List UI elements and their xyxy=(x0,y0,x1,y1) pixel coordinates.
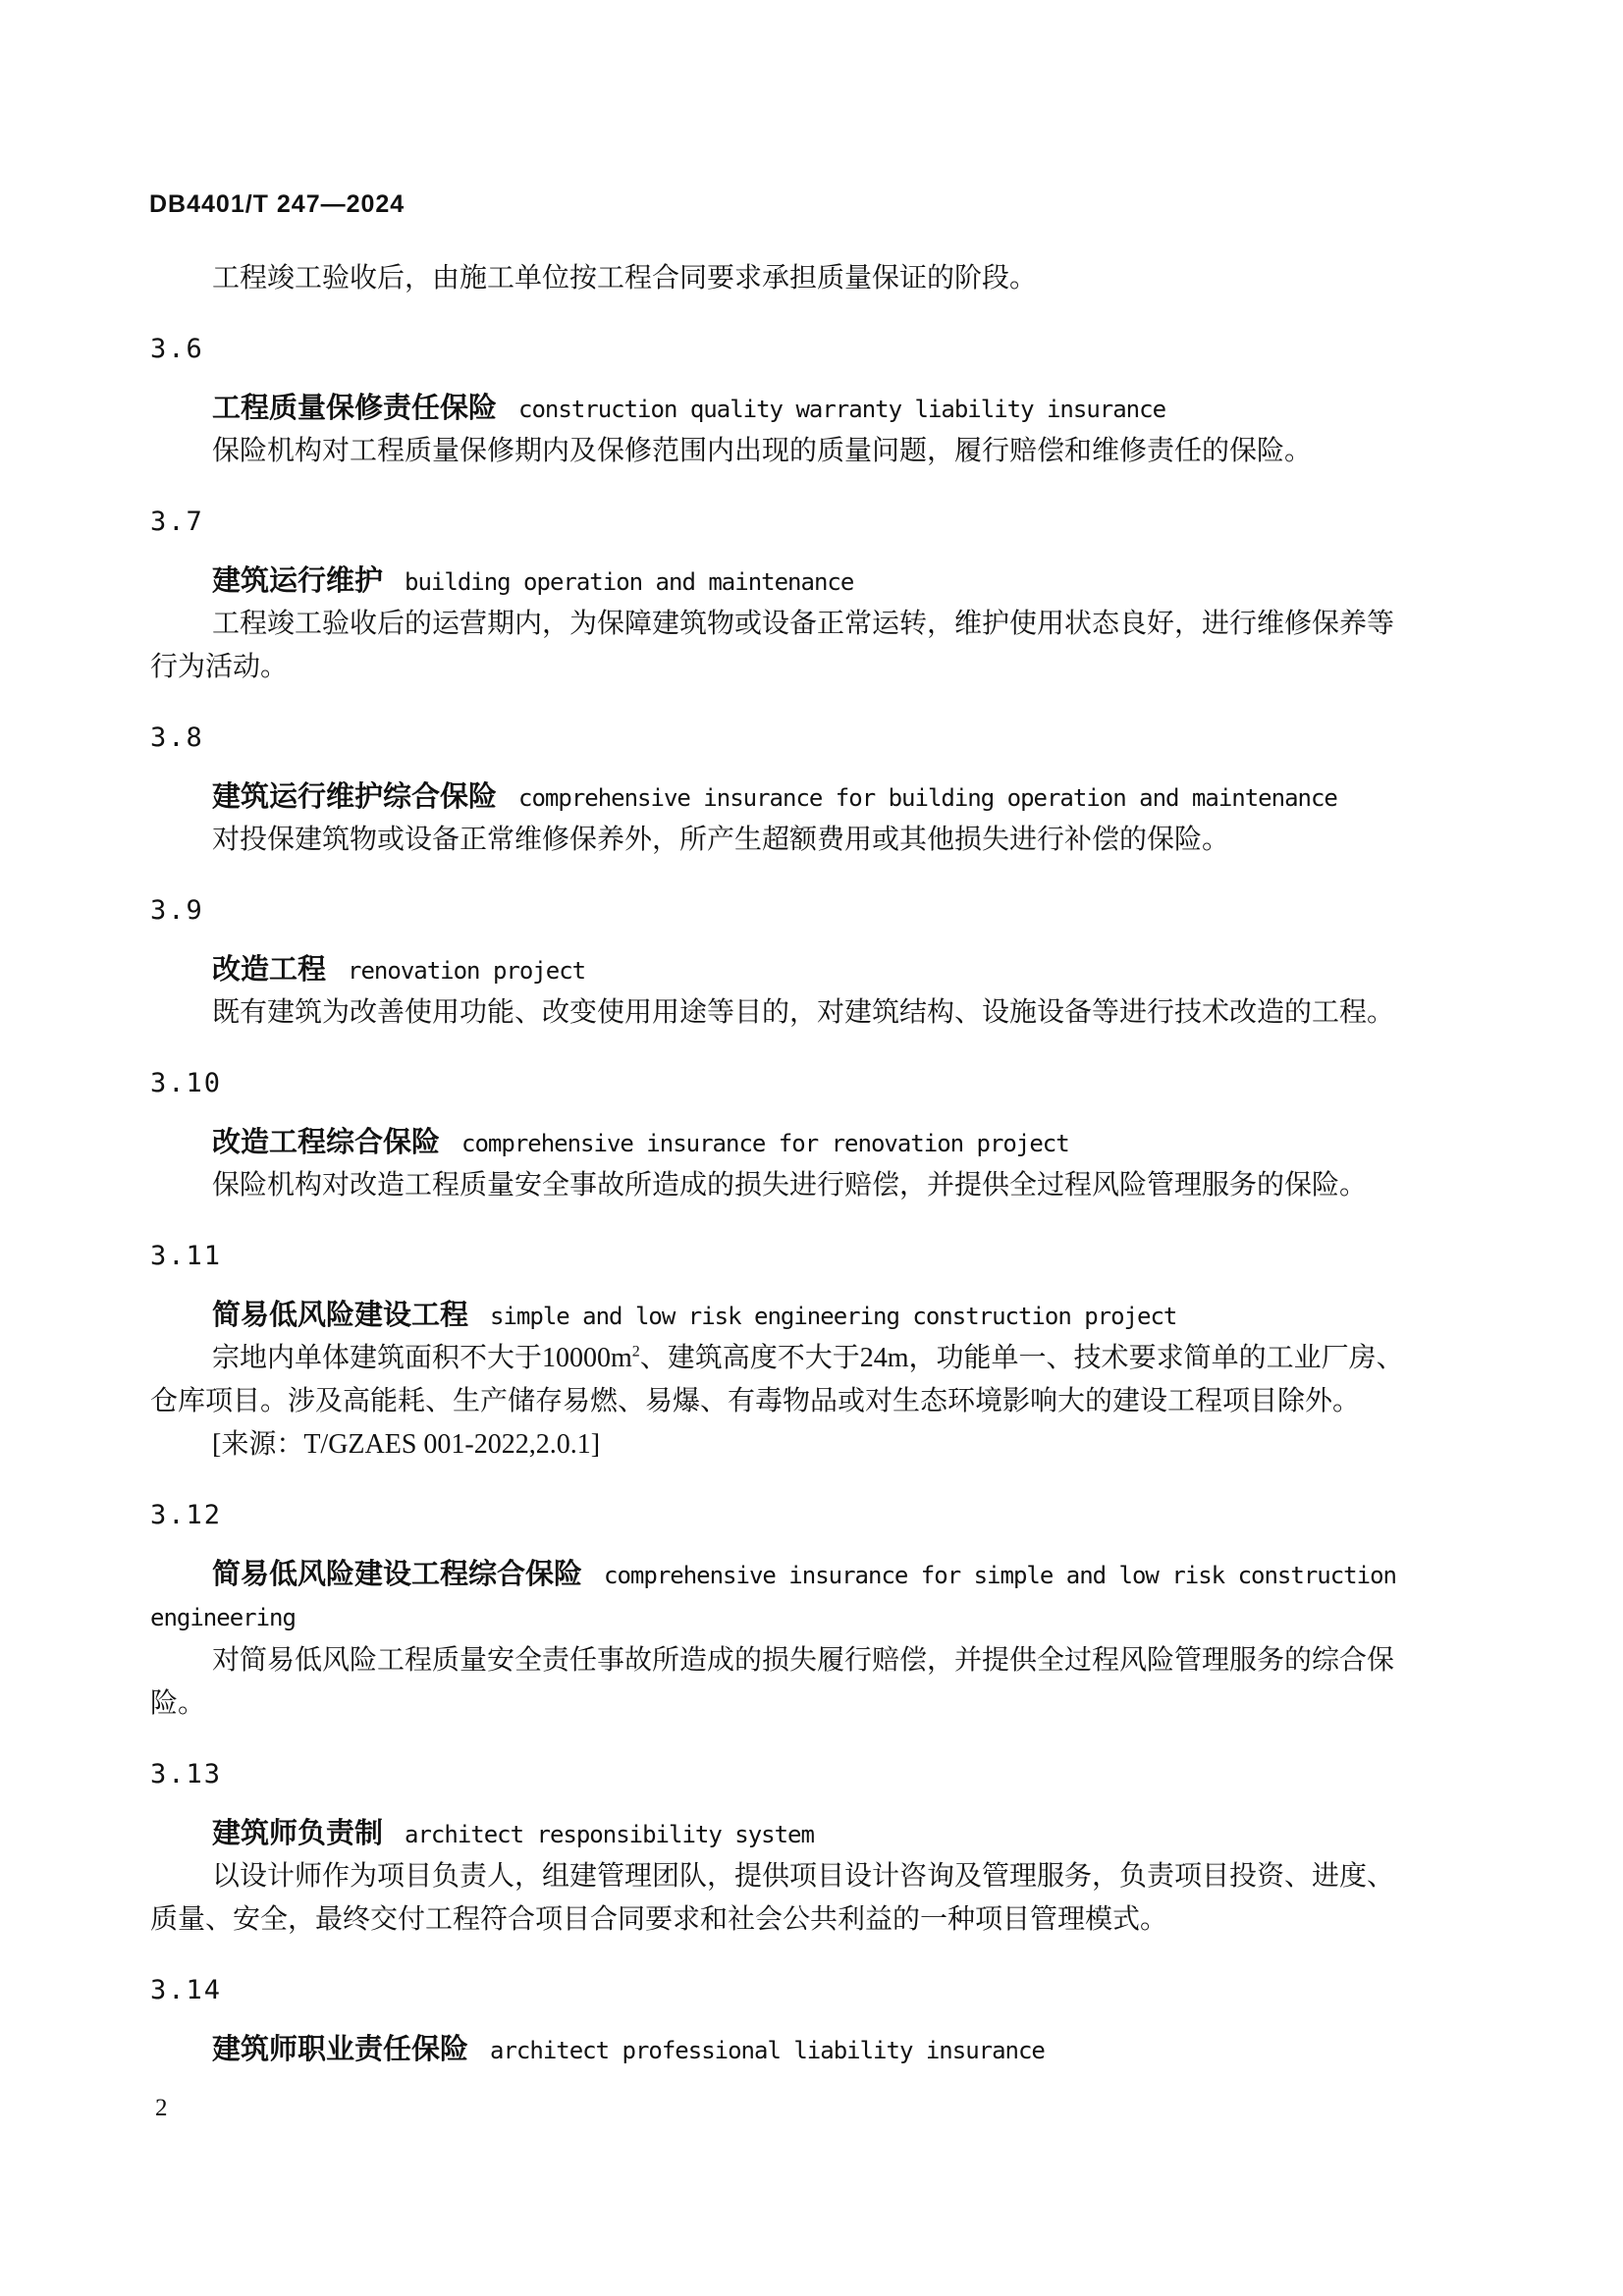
section-3-12 xyxy=(150,1494,1434,1726)
definition-line: 质量、安全，最终交付工程符合项目合同要求和社会公共利益的一种项目管理模式。 xyxy=(150,1904,1168,1935)
section-number: 3.9 xyxy=(150,895,204,926)
section-number: 3.14 xyxy=(150,1975,223,2005)
standard-number-header: DB4401/T 247—2024 xyxy=(149,190,406,218)
section-number: 3.7 xyxy=(150,507,204,537)
source-reference: [来源：T/GZAES 001-2022,2.0.1] xyxy=(212,1429,601,1460)
section-number: 3.11 xyxy=(150,1241,223,1271)
term-english: architect responsibility system xyxy=(405,1821,814,1848)
term-english: simple and low risk engineering construction project xyxy=(490,1303,1177,1330)
superscript-square: 2 xyxy=(631,1343,640,1361)
term-chinese: 建筑运行维护综合保险 xyxy=(212,781,498,813)
term-line xyxy=(150,1812,1434,1855)
definition-line: 工程竣工验收后的运营期内，为保障建筑物或设备正常运转，维护使用状态良好，进行维修保养等 xyxy=(212,609,1395,639)
term-english: architect professional liability insurance xyxy=(490,2037,1045,2064)
definition-line: 对投保建筑物或设备正常维修保养外，所产生超额费用或其他损失进行补偿的保险。 xyxy=(212,825,1230,855)
term-english-continuation: engineering xyxy=(150,1604,296,1631)
section-3-8 xyxy=(150,717,1434,862)
section-number: 3.8 xyxy=(150,722,204,753)
term-line xyxy=(150,1553,1434,1596)
term-english: renovation project xyxy=(348,957,586,985)
term-line xyxy=(150,948,1434,991)
section-3-11 xyxy=(150,1235,1434,1467)
term-line xyxy=(150,775,1434,819)
term-chinese: 建筑师职业责任保险 xyxy=(212,2034,469,2065)
term-english: construction quality warranty liability insurance xyxy=(518,396,1166,423)
definition-line xyxy=(150,1337,1434,1380)
definition-line: 保险机构对改造工程质量安全事故所造成的损失进行赔偿，并提供全过程风险管理服务的保险。 xyxy=(212,1170,1368,1201)
term-english: building operation and maintenance xyxy=(405,568,854,596)
term-chinese: 工程质量保修责任保险 xyxy=(212,393,498,424)
term-chinese: 建筑运行维护 xyxy=(212,565,384,597)
term-line xyxy=(150,560,1434,603)
section-3-7 xyxy=(150,501,1434,689)
term-english: comprehensive insurance for renovation project xyxy=(461,1130,1069,1157)
term-english: comprehensive insurance for building operation and maintenance xyxy=(518,784,1337,812)
term-english: comprehensive insurance for simple and low risk construction xyxy=(604,1562,1396,1589)
section-number: 3.13 xyxy=(150,1759,223,1789)
definition-line: 对简易低风险工程质量安全责任事故所造成的损失履行赔偿，并提供全过程风险管理服务的综合保 xyxy=(212,1645,1395,1676)
term-chinese: 建筑师负责制 xyxy=(212,1818,384,1849)
section-number: 3.6 xyxy=(150,334,204,364)
section-3-9 xyxy=(150,889,1434,1035)
term-chinese: 改造工程 xyxy=(212,954,327,986)
term-chinese: 改造工程综合保险 xyxy=(212,1127,441,1158)
definition-line: 以设计师作为项目负责人，组建管理团队，提供项目设计咨询及管理服务，负责项目投资、进度、 xyxy=(212,1861,1395,1892)
definition-line: 行为活动。 xyxy=(150,652,289,682)
document-body xyxy=(150,257,1434,2071)
definition-line: 仓库项目。涉及高能耗、生产储存易燃、易爆、有毒物品或对生态环境影响大的建设工程项目除外。 xyxy=(150,1386,1361,1416)
section-3-6 xyxy=(150,328,1434,473)
intro-paragraph: 工程竣工验收后，由施工单位按工程合同要求承担质量保证的阶段。 xyxy=(212,263,1038,294)
definition-line: 险。 xyxy=(150,1688,206,1719)
term-line xyxy=(150,1121,1434,1164)
term-line xyxy=(150,1294,1434,1337)
definition-line: 既有建筑为改善使用功能、改变使用用途等目的，对建筑结构、设施设备等进行技术改造的工程。 xyxy=(212,997,1395,1028)
section-3-13 xyxy=(150,1753,1434,1942)
term-line xyxy=(150,387,1434,430)
section-number: 3.12 xyxy=(150,1500,223,1530)
definition-text: 宗地内单体建筑面积不大于10000m xyxy=(212,1343,632,1373)
term-line xyxy=(150,2028,1434,2071)
definition-line: 保险机构对工程质量保修期内及保修范围内出现的质量问题，履行赔偿和维修责任的保险。 xyxy=(212,436,1313,466)
section-3-10 xyxy=(150,1062,1434,1207)
definition-text: 、建筑高度不大于24m，功能单一、技术要求简单的工业厂房、 xyxy=(639,1343,1404,1373)
term-chinese: 简易低风险建设工程综合保险 xyxy=(212,1559,583,1590)
section-3-14 xyxy=(150,1969,1434,2071)
page-number: 2 xyxy=(155,2095,168,2121)
section-number: 3.10 xyxy=(150,1068,223,1098)
term-chinese: 简易低风险建设工程 xyxy=(212,1300,469,1331)
